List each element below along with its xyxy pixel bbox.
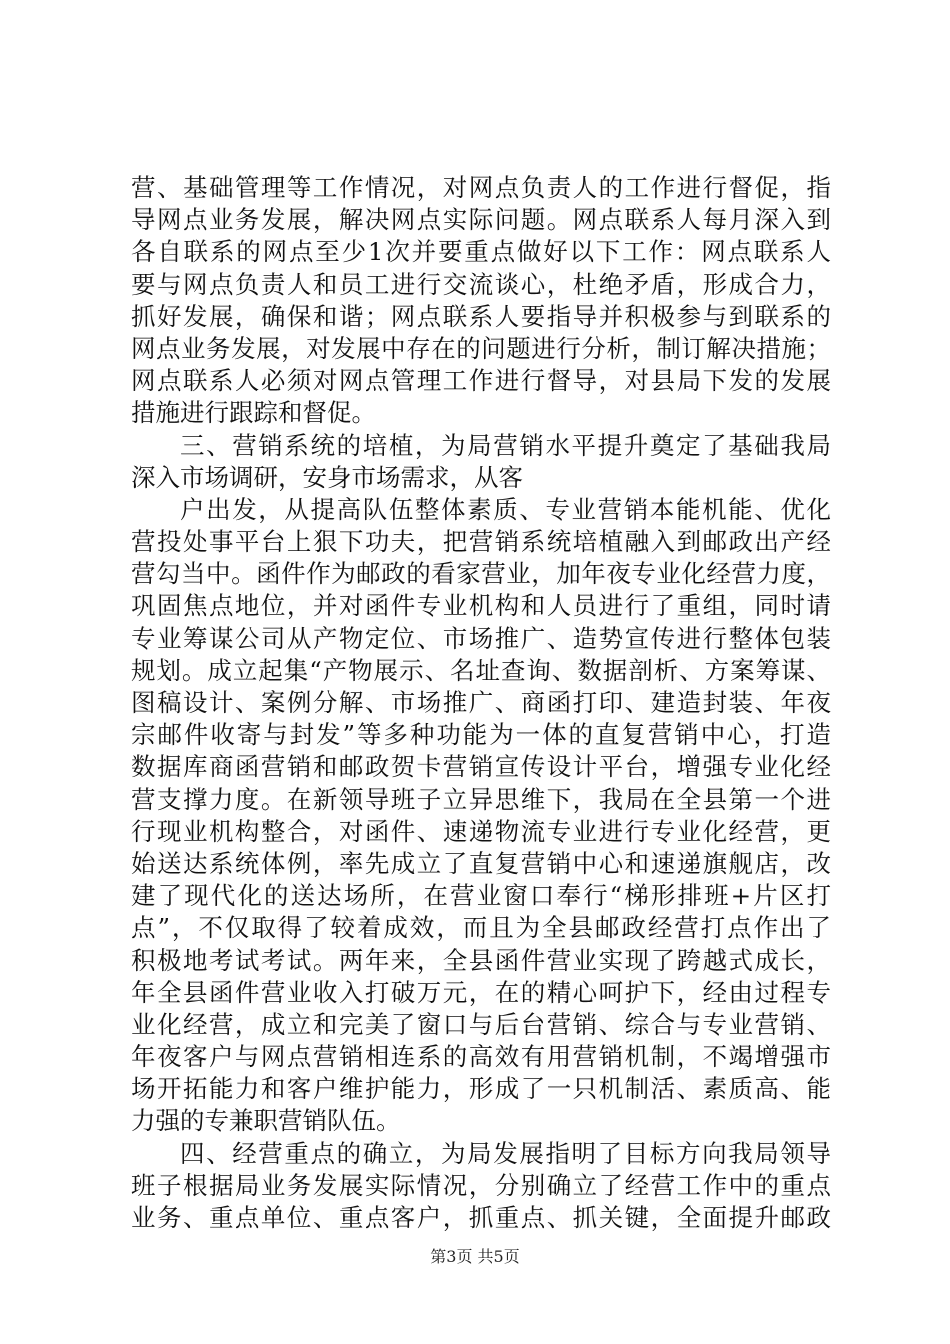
text-line: 规划。成立起集“产物展示、名址查询、数据剖析、方案筹谋、 (131, 655, 831, 685)
text-line: 巩固焦点地位，并对函件专业机构和人员进行了重组，同时请 (131, 591, 831, 621)
text-line: 营勾当中。函件作为邮政的看家营业，加年夜专业化经营力度， (131, 559, 831, 589)
section-heading-line: 三、营销系统的培植，为局营销水平提升奠定了基础我局 (180, 430, 831, 460)
text-line: 宗邮件收寄与封发”等多种功能为一体的直复营销中心，打造 (131, 720, 831, 750)
text-line: 户出发，从提高队伍整体素质、专业营销本能机能、优化 (180, 494, 831, 524)
text-line: 力强的专兼职营销队伍。 (131, 1106, 401, 1136)
section-heading-line: 四、经营重点的确立，为局发展指明了目标方向我局领导 (180, 1138, 831, 1168)
text-line: 专业筹谋公司从产物定位、市场推广、造势宣传进行整体包装 (131, 623, 831, 653)
text-line: 积极地考试考试。两年来，全县函件营业实现了跨越式成长， (131, 945, 831, 975)
text-line: 导网点业务发展，解决网点实际问题。网点联系人每月深入到 (131, 205, 831, 235)
text-line: 措施进行跟踪和督促。 (131, 398, 376, 428)
text-line: 营、基础管理等工作情况，对网点负责人的工作进行督促，指 (131, 173, 831, 202)
text-line: 年全县函件营业收入打破万元，在的精心呵护下，经由过程专 (131, 977, 831, 1007)
text-line: 要与网点负责人和员工进行交流谈心，杜绝矛盾，形成合力， (131, 269, 831, 299)
text-line: 营投处事平台上狠下功夫，把营销系统培植融入到邮政出产经 (131, 527, 831, 557)
text-line: 班子根据局业务发展实际情况，分别确立了经营工作中的重点 (131, 1170, 831, 1200)
text-line: 图稿设计、案例分解、市场推广、商函打印、建造封装、年夜 (131, 688, 831, 717)
text-line: 业化经营，成立和完美了窗口与后台营销、综合与专业营销、 (131, 1009, 831, 1039)
text-line: 行现业机构整合，对函件、速递物流专业进行专业化经营，更 (131, 816, 831, 846)
text-line: 年夜客户与网点营销相连系的高效有用营销机制，不竭增强市 (131, 1042, 831, 1072)
text-line: 建了现代化的送达场所，在营业窗口奉行“梯形排班+片区打 (131, 881, 831, 911)
text-line: 点”，不仅取得了较着成效，而且为全县邮政经营打点作出了 (131, 913, 831, 943)
page-number-footer: 第3页 共5页 (430, 1247, 520, 1266)
text-line: 网点业务发展，对发展中存在的问题进行分析，制订解决措施； (131, 333, 831, 363)
text-line: 抓好发展，确保和谐；网点联系人要指导并积极参与到联系的 (131, 301, 831, 331)
text-line: 网点联系人必须对网点管理工作进行督导，对县局下发的发展 (131, 366, 831, 396)
text-line: 各自联系的网点至少1次并要重点做好以下工作：网点联系人 (131, 237, 831, 267)
text-line: 数据库商函营销和邮政贺卡营销宣传设计平台，增强专业化经 (131, 752, 831, 782)
text-line: 营支撑力度。在新领导班子立异思维下，我局在全县第一个进 (131, 784, 831, 814)
text-line: 始送达系统体例，率先成立了直复营销中心和速递旗舰店，改 (131, 848, 831, 878)
text-line: 业务、重点单位、重点客户，抓重点、抓关键，全面提升邮政 (131, 1203, 831, 1232)
text-line: 深入市场调研，安身市场需求，从客 (131, 462, 523, 492)
text-line: 场开拓能力和客户维护能力，形成了一只机制活、素质高、能 (131, 1074, 831, 1104)
document-body (131, 172, 831, 1234)
